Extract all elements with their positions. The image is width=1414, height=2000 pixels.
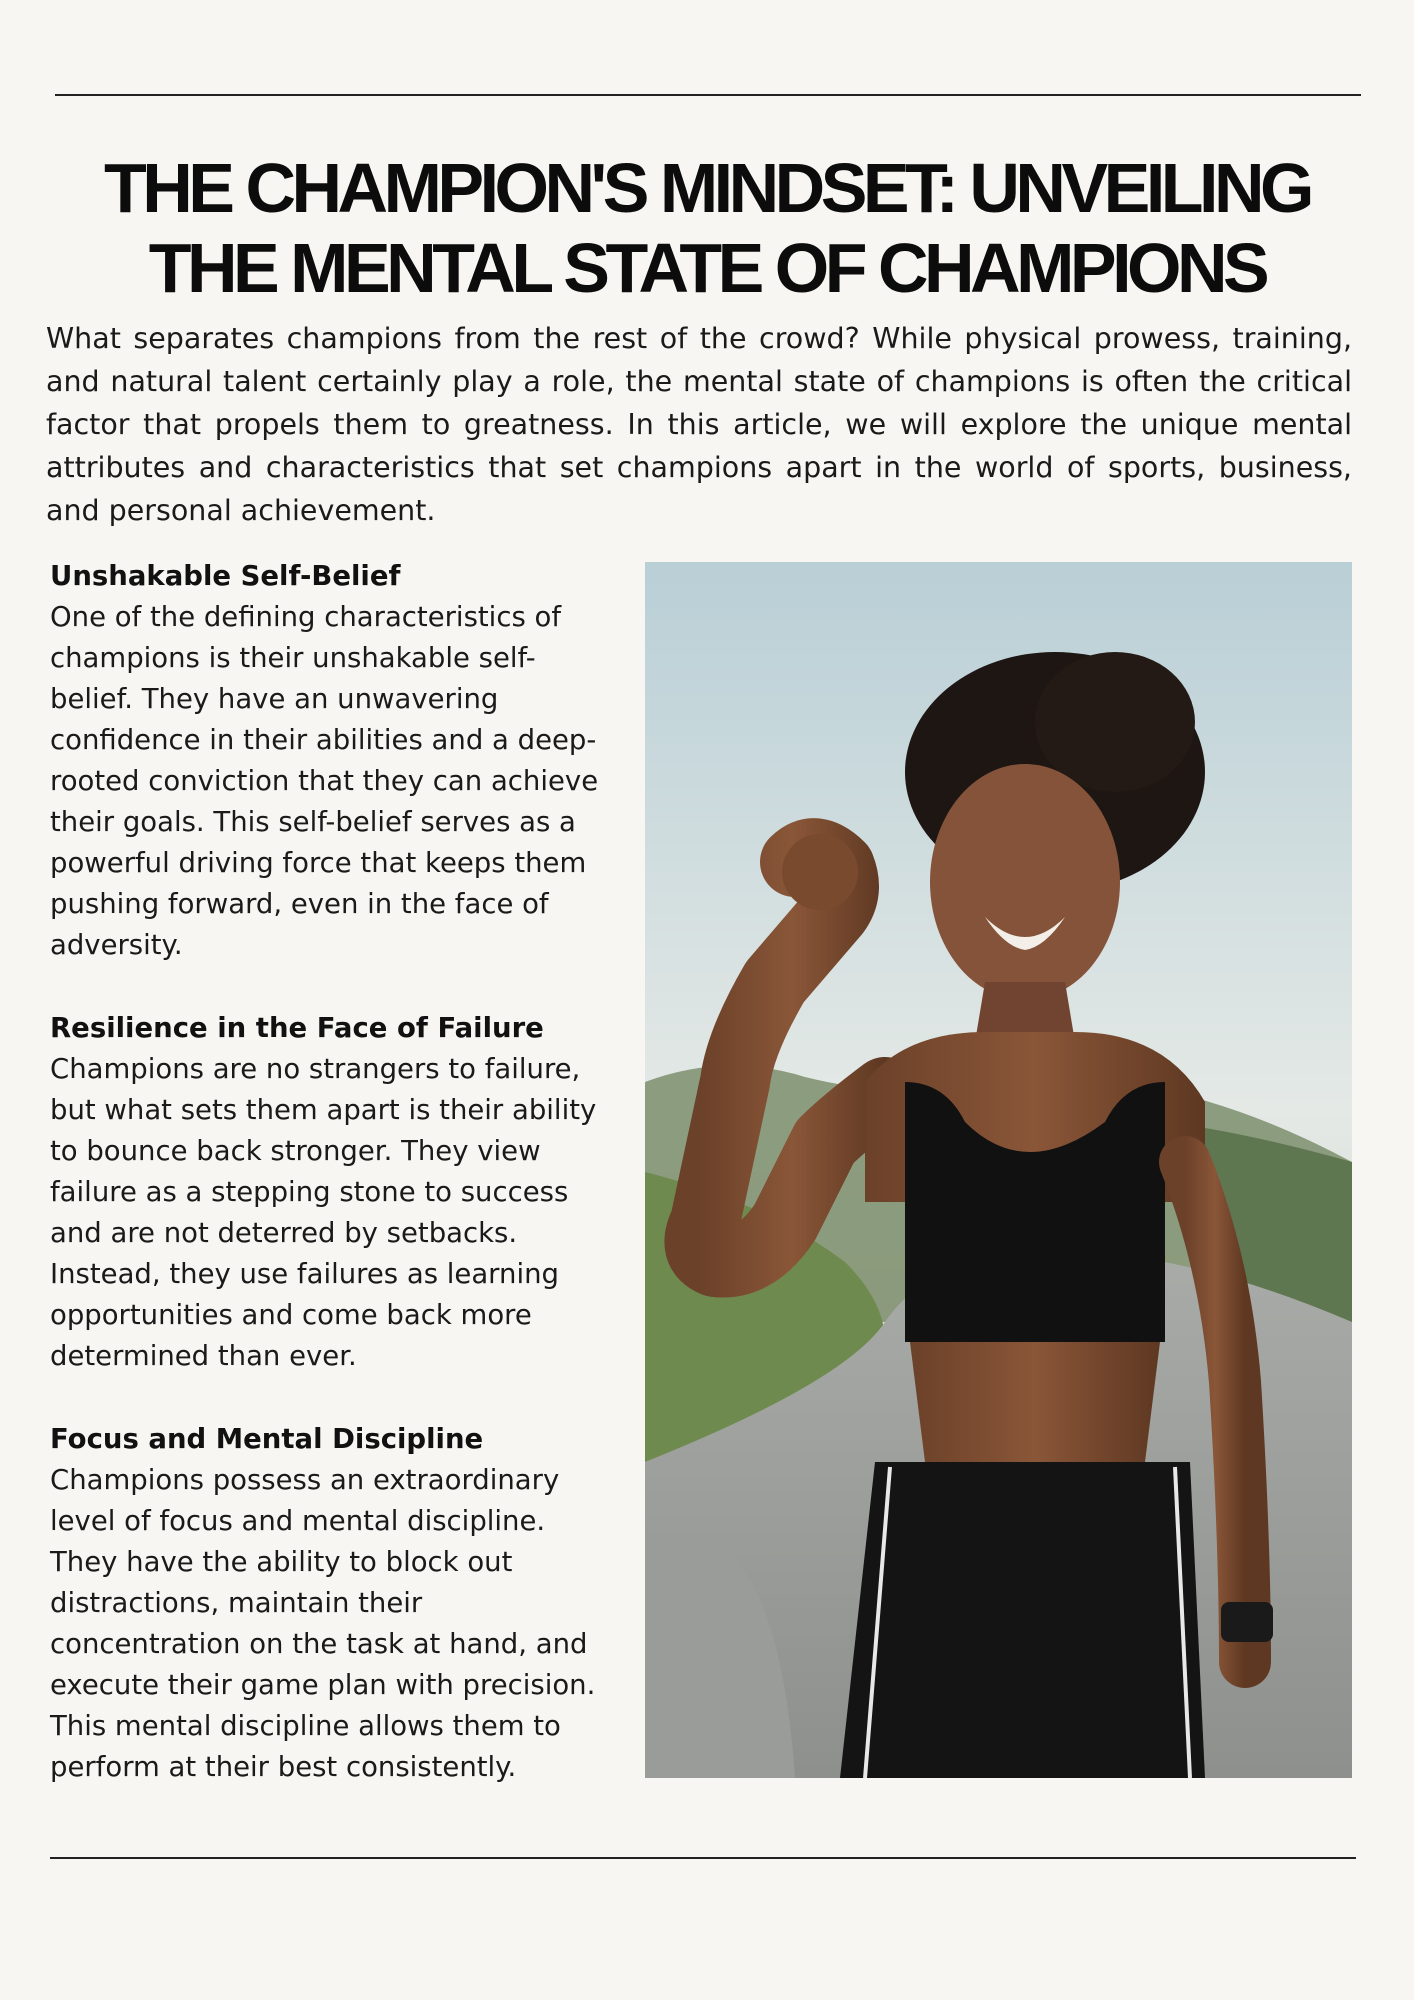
section-resilience [50, 1008, 610, 1377]
article-title: THE CHAMPION'S MINDSET: UNVEILING THE MENTAL STATE OF CHAMPIONS [104, 149, 1310, 307]
top-divider [55, 94, 1361, 96]
athlete-photo [645, 562, 1352, 1778]
section-body: Champions are no strangers to failure, but what sets them apart is their ability to bounce back stronger. They view failure as a stepping stone to success and are not deterred by setbacks. Instead, they use failures as learning opportunities and come back more determined than ever. [50, 1053, 597, 1372]
section-heading: Unshakable Self-Belief [50, 560, 401, 592]
section-heading: Focus and Mental Discipline [50, 1423, 484, 1455]
article-sections [50, 556, 610, 1830]
section-body: One of the defining characteristics of champions is their unshakable self-belief. They have an unwavering confidence in their abilities and a deep-rooted conviction that they can achieve their goals. This self-belief serves as a powerful driving force that keeps them pushing forward, even in the face of adversity. [50, 601, 599, 961]
athlete-illustration [645, 562, 1352, 1778]
section-body: Champions possess an extraordinary level of focus and mental discipline. They have the ability to block out distractions, maintain their concentration on the task at hand, and execute their game plan with precision. This mental discipline allows them to perform at their best consistently. [50, 1464, 596, 1783]
bottom-divider [50, 1857, 1356, 1859]
section-focus [50, 1419, 610, 1788]
article-intro: What separates champions from the rest of the crowd? While physical prowess, training, and natural talent certainly play a role, the mental state of champions is often the critical factor that propels them to greatness. In this article, we will explore the unique mental attributes and characteristics that set champions apart in the world of sports, business, and personal achievement. [46, 322, 1352, 527]
section-heading: Resilience in the Face of Failure [50, 1012, 544, 1044]
section-self-belief [50, 556, 610, 966]
